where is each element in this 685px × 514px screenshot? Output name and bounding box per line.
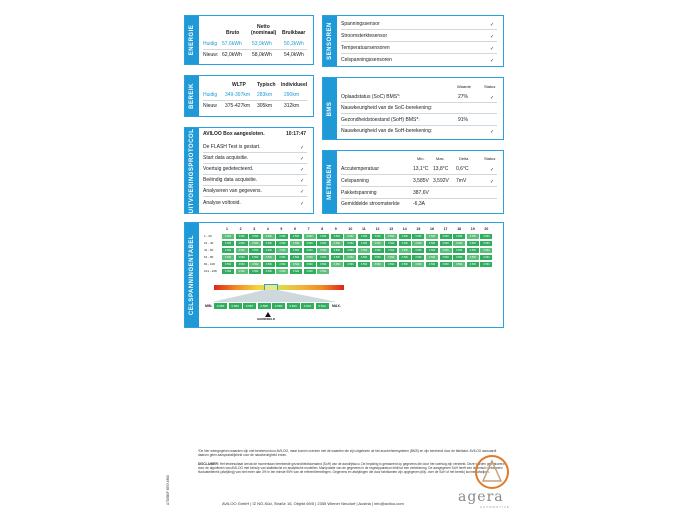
bereik-value: 283km xyxy=(257,92,273,98)
check-icon: ✓ xyxy=(300,189,305,195)
row-divider xyxy=(341,113,497,114)
cell-value: 3.590 xyxy=(372,255,384,260)
sensor-item: Spanningssensor xyxy=(341,21,380,27)
cell-value: 3.590 xyxy=(317,241,329,246)
metingen-row-label: Celspanning xyxy=(341,178,369,184)
cell-value: 3.590 xyxy=(304,255,316,260)
cell-value: 3.590 xyxy=(399,255,411,260)
row-divider xyxy=(341,198,497,199)
check-icon: ✓ xyxy=(490,34,495,40)
bereik-value: 305km xyxy=(257,103,273,109)
cell-value: 3.590 xyxy=(290,269,302,274)
bms-item: Nauwkeurigheid van de SoC-berekening: xyxy=(341,105,433,111)
cell-value: 3.590 xyxy=(249,234,261,239)
scale-value: 3.590 xyxy=(287,303,300,309)
cell-value: 3.590 xyxy=(331,248,343,253)
metingen-value: 13,1°C xyxy=(413,166,429,172)
cell-value: 3.590 xyxy=(344,255,356,260)
cell-column-header: 14 xyxy=(402,227,407,231)
bereik-value: 349-397km xyxy=(225,92,251,98)
disclaimer-title: DISCLAIMER: xyxy=(198,462,219,466)
row-divider xyxy=(203,100,307,101)
protocol-item: Start data acquisitie. xyxy=(203,155,249,161)
cell-column-header: 12 xyxy=(375,227,380,231)
cell-value: 3.590 xyxy=(426,241,438,246)
cell-column-header: 8 xyxy=(321,227,324,231)
cell-value: 3.590 xyxy=(358,262,370,267)
cell-value: 3.590 xyxy=(304,241,316,246)
cell-value: 3.590 xyxy=(249,248,261,253)
bms-col-status: Status xyxy=(484,84,496,89)
cell-value: 3.590 xyxy=(222,269,234,274)
energie-header-bruto: Bruto xyxy=(226,30,240,36)
bereik-row-label: Huidig xyxy=(203,92,218,98)
protocol-item: Voertuig gedetecteerd. xyxy=(203,166,254,172)
bereik-value: 312km xyxy=(284,103,300,109)
bms-item: Gezondheidstoestand (SoH) BMS*: xyxy=(341,117,420,123)
cell-value: 3.590 xyxy=(290,234,302,239)
cell-value: 3.590 xyxy=(453,262,465,267)
cell-value: 3.590 xyxy=(399,234,411,239)
cell-value: 3.590 xyxy=(385,241,397,246)
check-icon: ✓ xyxy=(300,167,305,173)
metingen-value: 387,6V xyxy=(413,190,429,196)
cell-value: 3.590 xyxy=(317,262,329,267)
cell-value: 3.590 xyxy=(304,269,316,274)
row-divider xyxy=(341,29,497,30)
energie-panel xyxy=(184,15,314,65)
cell-value: 3.590 xyxy=(276,262,288,267)
cell-value: 3.590 xyxy=(412,248,424,253)
cell-column-header: 1 xyxy=(226,227,228,231)
cell-value: 3.590 xyxy=(399,262,411,267)
energie-value: 62,0kWh xyxy=(222,52,242,58)
cell-column-header: 17 xyxy=(443,227,448,231)
cell-value: 3.590 xyxy=(222,241,234,246)
energie-tab: ENERGIE xyxy=(185,16,199,64)
energie-value: 57,6kWh xyxy=(222,41,242,47)
check-icon: ✓ xyxy=(300,178,305,184)
cell-value: 3.590 xyxy=(480,262,492,267)
bereik-header-wltp: WLTP xyxy=(232,82,246,88)
cell-value: 3.590 xyxy=(276,241,288,246)
check-icon: ✓ xyxy=(300,201,305,207)
cell-row-label: 41 - 60 xyxy=(204,248,214,252)
cell-value: 3.590 xyxy=(263,234,275,239)
metingen-value: 13,8°C xyxy=(433,166,449,172)
cell-value: 3.590 xyxy=(276,255,288,260)
row-divider xyxy=(203,185,307,186)
sensoren-panel xyxy=(322,15,504,67)
cell-value: 3.590 xyxy=(263,262,275,267)
metingen-col-status: Status xyxy=(484,156,496,161)
disclaimer-text: Het testresultaat omvat de momentaan berekende gezondheidstoestand (SoH) van de aandrijfaccu. De bepaling is gebaseerd op gegevens die door het voertuig zijn verstrekt. Deze worden geëvalueerd door de algoritmen van AVILOO met behulp van statistische en analytische modellen. Manipulatie van de gegevens in de regelapparatuur leidt tot een vertekening. De aangegeven SoH heeft een technisch gebaseerd fluctuatiebereik (afwijking) van niet meer dan 3% in ten minste 95% van de referentiemetingen. Gegevens en afwijkingen die door fabrikanten zijn opgegeven (bijv. over de SoH of het bereik) kunnen afwijken. xyxy=(198,462,505,474)
scale-min-label: MIN. xyxy=(205,304,213,308)
cell-column-header: 13 xyxy=(389,227,394,231)
check-icon: ✓ xyxy=(490,22,495,28)
cell-value: 3.590 xyxy=(453,248,465,253)
scale-value: 3.592 xyxy=(316,303,329,309)
cell-column-header: 16 xyxy=(430,227,434,231)
bms-item: Nauwkeurigheid van de SoH-berekening: xyxy=(341,128,433,134)
bereik-value: 375-427km xyxy=(225,103,251,109)
cell-value: 3.590 xyxy=(440,234,452,239)
bereik-row-label: Nieuw xyxy=(203,103,217,109)
cell-value: 3.590 xyxy=(372,241,384,246)
protocol-tab: UITVOERINGSPROTOCOL xyxy=(185,128,199,213)
cell-value: 3.590 xyxy=(385,262,397,267)
cell-value: 3.590 xyxy=(453,234,465,239)
cell-value: 3.590 xyxy=(317,248,329,253)
cell-value: 3.590 xyxy=(480,234,492,239)
cell-column-header: 19 xyxy=(470,227,475,231)
scale-value: 3.588 xyxy=(258,303,271,309)
agera-logo-icon xyxy=(472,453,512,491)
cell-column-header: 20 xyxy=(484,227,489,231)
cell-value: 3.590 xyxy=(331,241,343,246)
cell-row-label: 21 - 40 xyxy=(204,241,214,245)
row-divider xyxy=(203,174,307,175)
cell-column-header: 9 xyxy=(334,227,337,231)
cell-value: 3.590 xyxy=(412,241,424,246)
average-label: GEMIDDELD xyxy=(257,317,275,321)
cell-value: 3.590 xyxy=(236,269,248,274)
cell-value: 3.590 xyxy=(467,234,479,239)
bms-item: Oplaadstatus (SoC) BMS*: xyxy=(341,94,401,100)
bms-value: 27% xyxy=(458,94,469,100)
cell-value: 3.590 xyxy=(331,262,343,267)
cell-value: 3.590 xyxy=(263,269,275,274)
row-divider xyxy=(341,41,497,42)
row-divider xyxy=(203,49,307,50)
energie-row-label: Nieuw: xyxy=(203,52,219,58)
metingen-value: 3,585V xyxy=(413,178,429,184)
scale-value: 3.586 xyxy=(229,303,242,309)
check-icon: ✓ xyxy=(300,145,305,151)
cell-value: 3.590 xyxy=(236,248,248,253)
check-icon: ✓ xyxy=(490,46,495,52)
cell-value: 3.590 xyxy=(372,248,384,253)
cell-value: 3.590 xyxy=(385,234,397,239)
bereik-tab: BEREIK xyxy=(185,76,199,116)
protocol-panel xyxy=(184,127,314,214)
footer-company: AVILOO GmbH | IZ NÖ-Süd, Straße 16, Objekt 69/5 | 2355 Wiener Neudorf | Austria | info@aviloo.com xyxy=(222,501,404,506)
row-divider xyxy=(341,125,497,126)
protocol-item: De FLASH Test is gestart. xyxy=(203,144,261,150)
bereik-panel xyxy=(184,75,314,117)
bms-value: 91% xyxy=(458,117,469,123)
protocol-time: 10:17:47 xyxy=(286,131,307,137)
cell-value: 3.590 xyxy=(358,241,370,246)
row-divider xyxy=(341,186,497,187)
cell-value: 3.590 xyxy=(344,262,356,267)
cell-value: 3.590 xyxy=(412,255,424,260)
cell-value: 3.590 xyxy=(399,241,411,246)
cell-value: 3.590 xyxy=(344,234,356,239)
cell-value: 3.590 xyxy=(426,262,438,267)
protocol-item: Beëindig data acquisitie. xyxy=(203,177,258,183)
cell-value: 3.590 xyxy=(480,241,492,246)
cell-column-header: 10 xyxy=(348,227,353,231)
cell-value: 3.590 xyxy=(412,234,424,239)
cell-value: 3.590 xyxy=(331,234,343,239)
cell-value: 3.590 xyxy=(372,234,384,239)
row-divider xyxy=(203,196,307,197)
cell-row-label: 61 - 80 xyxy=(204,255,214,259)
agera-brand: agera xyxy=(458,489,504,505)
cell-value: 3.590 xyxy=(358,255,370,260)
cell-value: 3.590 xyxy=(440,255,452,260)
cell-value: 3.590 xyxy=(358,248,370,253)
celspanning-tab: CELSPANNINGENTABEL xyxy=(185,223,199,327)
cell-value: 3.590 xyxy=(467,255,479,260)
energie-header-bruikbaar: Bruikbaar xyxy=(282,30,306,36)
bms-panel xyxy=(322,77,504,140)
metingen-col-min: Min. xyxy=(417,156,425,161)
cell-value: 3.590 xyxy=(426,248,438,253)
cell-row-label: 1 - 20 xyxy=(204,234,212,238)
cell-column-header: 5 xyxy=(280,227,283,231)
cell-value: 3.590 xyxy=(236,241,248,246)
energie-header-netto: Netto xyxy=(257,24,270,30)
cell-value: 3.590 xyxy=(344,241,356,246)
metingen-value: -6,3A xyxy=(413,201,425,207)
protocol-header: AVILOO Box aangesloten. xyxy=(203,131,265,137)
cell-value: 3.590 xyxy=(236,234,248,239)
cell-value: 3.590 xyxy=(317,255,329,260)
cell-value: 3.590 xyxy=(344,248,356,253)
cell-value: 3.590 xyxy=(358,234,370,239)
row-divider xyxy=(203,163,307,164)
metingen-value: 0,6°C xyxy=(456,166,469,172)
check-icon: ✓ xyxy=(490,167,495,173)
scale-value: 3.587 xyxy=(243,303,256,309)
scale-value: 3.589 xyxy=(272,303,285,309)
bereik-value: 290km xyxy=(284,92,300,98)
cell-value: 3.590 xyxy=(290,241,302,246)
cell-value: 3.590 xyxy=(412,262,424,267)
cell-value: 3.590 xyxy=(304,262,316,267)
cell-value: 3.590 xyxy=(385,255,397,260)
cell-value: 3.590 xyxy=(453,255,465,260)
cell-value: 3.590 xyxy=(263,241,275,246)
row-divider xyxy=(341,174,497,175)
cell-value: 3.590 xyxy=(453,241,465,246)
cell-value: 3.590 xyxy=(290,248,302,253)
cell-value: 3.590 xyxy=(426,234,438,239)
cell-value: 3.590 xyxy=(276,234,288,239)
side-code: A7D6B0F 6553 4860 xyxy=(166,475,170,505)
cell-column-header: 7 xyxy=(307,227,310,231)
metingen-row-label: Gemiddelde stroomsterkte xyxy=(341,201,400,207)
cell-value: 3.590 xyxy=(304,248,316,253)
cell-value: 3.590 xyxy=(331,255,343,260)
cell-value: 3.590 xyxy=(426,255,438,260)
protocol-item: Analyse voltooid. xyxy=(203,200,241,206)
scale-value: 3.591 xyxy=(301,303,314,309)
cell-value: 3.590 xyxy=(222,248,234,253)
metingen-value: 3,592V xyxy=(433,178,449,184)
cell-column-header: 18 xyxy=(457,227,462,231)
cell-value: 3.590 xyxy=(290,262,302,267)
sensor-item: Stroomsterktesensor xyxy=(341,33,388,39)
cell-value: 3.590 xyxy=(263,248,275,253)
cell-value: 3.590 xyxy=(317,269,329,274)
cell-value: 3.590 xyxy=(236,255,248,260)
cell-value: 3.590 xyxy=(385,248,397,253)
row-divider xyxy=(341,53,497,54)
cell-value: 3.590 xyxy=(372,262,384,267)
sensor-item: Temperatuursensoren xyxy=(341,45,390,51)
check-icon: ✓ xyxy=(490,58,495,64)
cell-value: 3.590 xyxy=(222,234,234,239)
cell-column-header: 6 xyxy=(294,227,296,231)
cell-value: 3.590 xyxy=(467,241,479,246)
cell-value: 3.590 xyxy=(440,241,452,246)
agera-brand-sub: AUTOMOTIVE xyxy=(480,505,510,509)
check-icon: ✓ xyxy=(490,95,495,101)
cell-value: 3.590 xyxy=(290,255,302,260)
cell-value: 3.590 xyxy=(467,262,479,267)
cell-value: 3.590 xyxy=(480,248,492,253)
cell-value: 3.590 xyxy=(249,255,261,260)
cell-value: 3.590 xyxy=(249,262,261,267)
bereik-header-typisch: Typisch xyxy=(257,82,276,88)
sensor-item: Celspanningssensoren xyxy=(341,57,392,63)
cell-value: 3.590 xyxy=(440,248,452,253)
metingen-row-label: Accutemperatuur xyxy=(341,166,380,172)
cell-value: 3.590 xyxy=(276,248,288,253)
cell-value: 3.590 xyxy=(222,262,234,267)
funnel-graphic xyxy=(212,290,337,302)
cell-row-label: 101 - 108 xyxy=(204,269,217,273)
row-divider xyxy=(203,152,307,153)
check-icon: ✓ xyxy=(490,129,495,135)
metingen-col-delta: Delta xyxy=(459,156,469,161)
metingen-value: 7mV xyxy=(456,178,467,184)
bms-tab: BMS xyxy=(323,78,337,139)
cell-value: 3.590 xyxy=(440,262,452,267)
cell-value: 3.590 xyxy=(249,269,261,274)
energie-value: 53,9kWh xyxy=(252,41,272,47)
cell-value: 3.590 xyxy=(467,248,479,253)
protocol-item: Analyseren van gegevens. xyxy=(203,188,262,194)
cell-value: 3.590 xyxy=(276,269,288,274)
row-divider xyxy=(341,102,497,103)
cell-column-header: 2 xyxy=(239,227,242,231)
cell-value: 3.590 xyxy=(249,241,261,246)
cell-value: 3.590 xyxy=(480,255,492,260)
scale-max-label: MAX. xyxy=(332,304,341,308)
energie-header-nominaal: (nominaal) xyxy=(251,30,277,36)
cell-column-header: 3 xyxy=(253,227,256,231)
check-icon: ✓ xyxy=(490,179,495,185)
metingen-panel xyxy=(322,150,504,214)
energie-value: 58,0kWh xyxy=(252,52,272,58)
cell-column-header: 4 xyxy=(266,227,269,231)
sensoren-tab: SENSOREN xyxy=(323,16,337,66)
bms-col-waarde: Waarde xyxy=(457,84,471,89)
metingen-col-max: Max. xyxy=(436,156,445,161)
cell-column-header: 11 xyxy=(362,227,366,231)
scale-value: 3.585 xyxy=(214,303,227,309)
cell-value: 3.590 xyxy=(304,234,316,239)
cell-value: 3.590 xyxy=(399,248,411,253)
cell-value: 3.590 xyxy=(263,255,275,260)
footer-disclaimer xyxy=(198,462,506,474)
cell-column-header: 15 xyxy=(416,227,421,231)
footer-note: *De hier weergegeven waarden zijn niet berekend door AVILOO, maar komen overeen met de waarden die zijn uitgelezen uit het accubeheersysteem (BMS) en zijn berekend door de fabrikant. AVILOO aanvaardt daarom geen aansprakelijkheid voor de nauwkeurigheid ervan. xyxy=(198,449,497,457)
cell-row-label: 81 - 100 xyxy=(204,262,216,266)
energie-value: 54,0kWh xyxy=(284,52,304,58)
energie-value: 50,2kWh xyxy=(284,41,304,47)
bereik-header-individueel: Individueel xyxy=(281,82,308,88)
cell-value: 3.590 xyxy=(236,262,248,267)
metingen-tab: METINGEN xyxy=(323,151,337,213)
check-icon: ✓ xyxy=(300,156,305,162)
energie-row-label: Huidig xyxy=(203,41,218,47)
cell-value: 3.590 xyxy=(317,234,329,239)
cell-value: 3.590 xyxy=(222,255,234,260)
metingen-row-label: Pakketspanning xyxy=(341,190,377,196)
